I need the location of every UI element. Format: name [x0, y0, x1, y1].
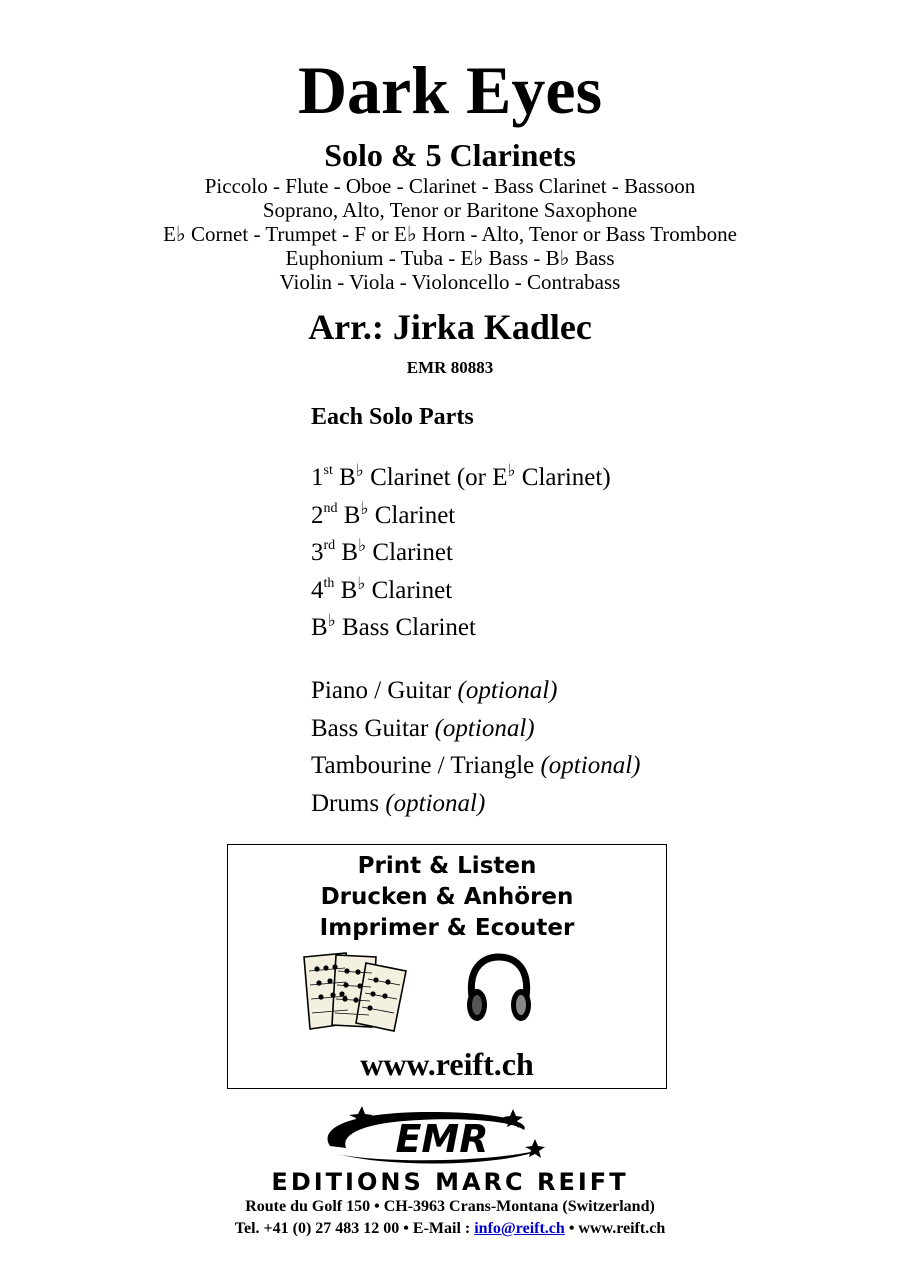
instrumentation-line: E♭ Cornet - Trumpet - F or E♭ Horn - Alto, Tenor or Bass Trombone	[163, 222, 737, 246]
part-item: B♭ Bass Clarinet	[311, 611, 476, 641]
instrumentation-line: Violin - Viola - Violoncello - Contrabass	[279, 270, 621, 294]
instrumentation-list	[0, 174, 900, 294]
part-item: 2nd B♭ Clarinet	[311, 498, 456, 529]
part-item: 4th B♭ Clarinet	[311, 573, 453, 604]
emr-logo	[310, 1106, 570, 1170]
arranger: Arr.: Jirka Kadlec	[308, 307, 592, 347]
solo-parts-list	[311, 459, 611, 647]
logo-text: EMR	[395, 1117, 489, 1161]
publisher-address: Route du Golf 150 • CH-3963 Crans-Montana (Switzerland)	[245, 1198, 655, 1215]
sheet-music-icon	[300, 951, 412, 1033]
promo-line: Imprimer & Ecouter	[319, 915, 575, 941]
catalog-number: EMR 80883	[406, 358, 494, 377]
promo-line: Print & Listen	[357, 853, 537, 879]
publisher-name: EDITIONS MARC REIFT	[271, 1168, 629, 1196]
publisher-contact	[0, 1218, 900, 1239]
optional-parts-list	[311, 672, 640, 822]
promo-line: Drucken & Anhören	[320, 884, 574, 910]
headphones-icon	[464, 953, 534, 1025]
optional-part-item: Tambourine / Triangle (optional)	[311, 752, 641, 779]
optional-part-item: Piano / Guitar (optional)	[311, 677, 558, 704]
print-listen-box	[227, 844, 667, 1089]
phone-text: Tel. +41 (0) 27 483 12 00 • E-Mail :	[234, 1220, 475, 1237]
instrumentation-line: Soprano, Alto, Tenor or Baritone Saxophone	[262, 198, 638, 222]
website-url: www.reift.ch	[360, 1046, 534, 1082]
part-item: 3rd B♭ Clarinet	[311, 536, 453, 566]
parts-heading: Each Solo Parts	[311, 404, 474, 430]
instrumentation-line: Euphonium - Tuba - E♭ Bass - B♭ Bass	[285, 246, 615, 270]
part-item: 1st B♭ Clarinet (or E♭ Clarinet)	[311, 461, 611, 491]
email-link[interactable]: info@reift.ch	[474, 1220, 565, 1237]
promo-text	[228, 851, 666, 944]
optional-part-item: Bass Guitar (optional)	[311, 714, 535, 742]
web-text: • www.reift.ch	[564, 1220, 666, 1237]
score-subtitle: Solo & 5 Clarinets	[324, 137, 576, 173]
optional-part-item: Drums (optional)	[311, 789, 486, 817]
score-title: Dark Eyes	[297, 52, 603, 128]
instrumentation-line: Piccolo - Flute - Oboe - Clarinet - Bass Clarinet - Bassoon	[204, 174, 696, 198]
